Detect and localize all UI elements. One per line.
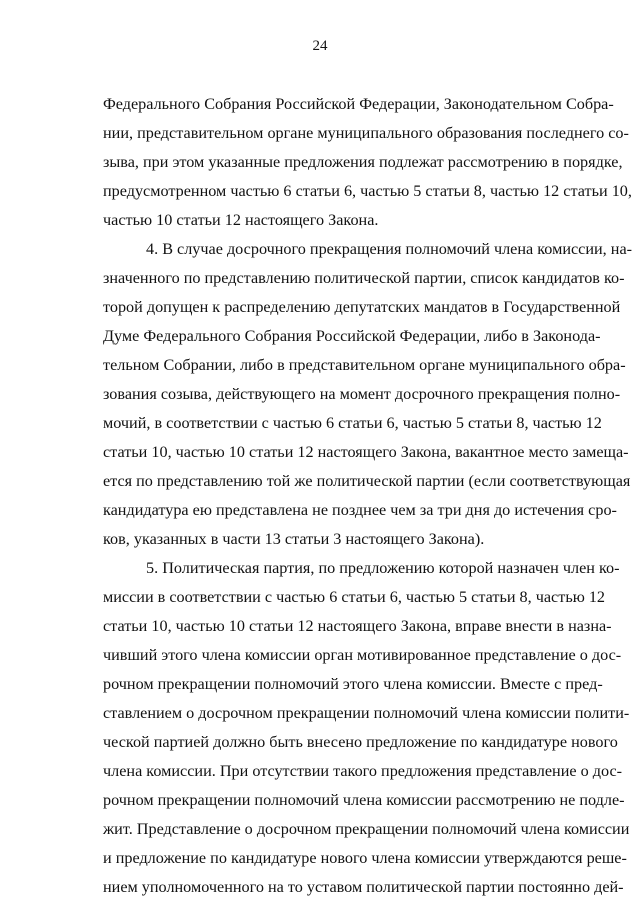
text-line: и предложение по кандидатуре нового члена комиссии утверждаются реше- — [103, 849, 627, 867]
page-number: 24 — [312, 38, 328, 54]
text-line: статьи 10, частью 10 статьи 12 настоящего Закона, вправе внести в назна- — [103, 617, 612, 635]
text-line: кандидатура ею представлена не позднее чем за три дня до истечения сро- — [103, 501, 617, 519]
text-line: ставлением о досрочном прекращении полномочий члена комиссии полити- — [103, 704, 630, 722]
text-line: зыва, при этом указанные предложения подлежат рассмотрению в порядке, — [103, 153, 623, 171]
paragraph-5-first-line: 5. Политическая партия, по предложению которой назначен член ко- — [146, 559, 620, 577]
text-line: предусмотренном частью 6 статьи 6, частью 5 статьи 8, частью 12 статьи 10, — [103, 182, 632, 200]
text-line: тельном Собрании, либо в представительном органе муниципального обра- — [103, 356, 626, 374]
text-line: ческой партией должно быть внесено предложение по кандидатуре нового — [103, 733, 618, 751]
text-line: зования созыва, действующего на момент досрочного прекращения полно- — [103, 385, 621, 403]
text-line: рочном прекращении полномочий члена комиссии рассмотрению не подле- — [103, 791, 625, 809]
text-line: мочий, в соответствии с частью 6 статьи 6, частью 5 статьи 8, частью 12 — [103, 414, 602, 432]
text-line: нием уполномоченного на то уставом политической партии постоянно дей- — [103, 878, 624, 896]
text-line: значенного по представлению политической партии, список кандидатов ко- — [103, 269, 625, 287]
text-line: ется по представлению той же политической партии (если соответствующая — [103, 472, 631, 490]
text-line: торой допущен к распределению депутатских мандатов в Государственной — [103, 298, 621, 316]
text-line: частью 10 статьи 12 настоящего Закона. — [103, 211, 379, 229]
text-line: миссии в соответствии с частью 6 статьи 6, частью 5 статьи 8, частью 12 — [103, 588, 606, 606]
text-line: статьи 10, частью 10 статьи 12 настоящего Закона, вакантное место замеща- — [103, 443, 629, 461]
text-line: нии, представительном органе муниципального образования последнего со- — [103, 124, 629, 142]
text-line: Федерального Собрания Российской Федерации, Законодательном Собра- — [103, 95, 614, 113]
text-line: Думе Федерального Собрания Российской Федерации, либо в Законода- — [103, 327, 601, 345]
paragraph-4-first-line: 4. В случае досрочного прекращения полномочий члена комиссии, на- — [146, 240, 633, 258]
text-line: чивший этого члена комиссии орган мотивированное представление о дос- — [103, 646, 622, 664]
text-line: жит. Представление о досрочном прекращении полномочий члена комиссии — [103, 820, 630, 838]
text-line: рочном прекращении полномочий этого члена комиссии. Вместе с пред- — [103, 675, 603, 693]
text-line: члена комиссии. При отсутствии такого предложения представление о дос- — [103, 762, 623, 780]
text-line: ков, указанных в части 13 статьи 3 настоящего Закона). — [103, 530, 485, 548]
